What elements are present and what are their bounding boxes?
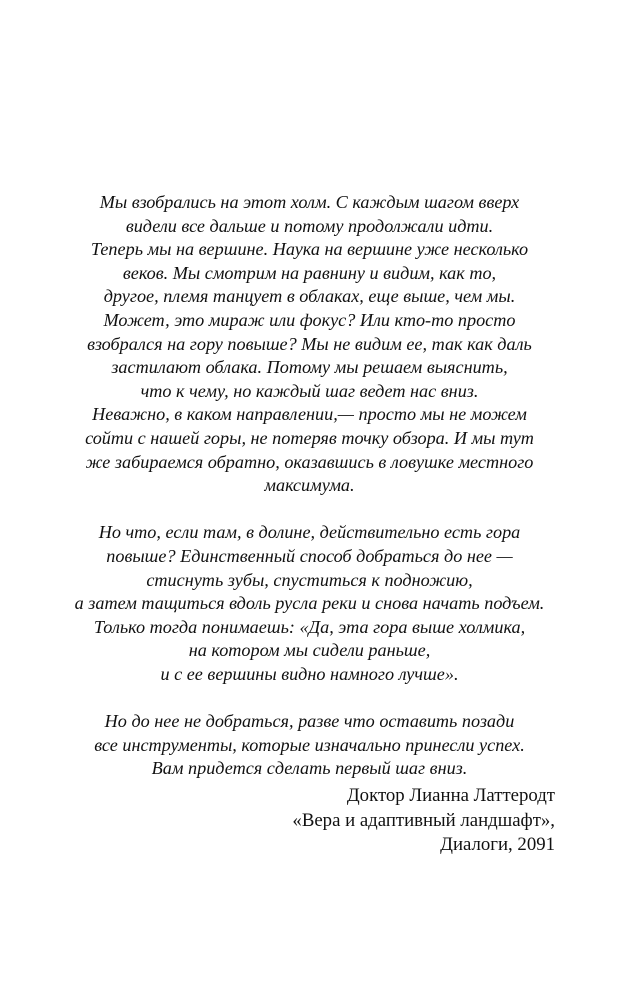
quote-line: повыше? Единственный способ добраться до нее —	[106, 545, 513, 566]
quote-line: же забираемся обратно, оказавшись в ловушке местного	[85, 451, 534, 472]
quote-line: Но что, если там, в долине, действительно есть гора	[98, 522, 521, 543]
quote-line: застилают облака. Потому мы решаем выяснить,	[111, 357, 508, 378]
quote-line: Вам придется сделать первый шаг вниз.	[151, 758, 468, 779]
quote-line: веков. Мы смотрим на равнину и видим, как то,	[122, 262, 497, 283]
quote-paragraph-3	[40, 710, 579, 781]
quote-line: Только тогда понимаешь: «Да, эта гора выше холмика,	[93, 616, 526, 637]
quote-line: Может, это мираж или фокус? Или кто-то просто	[103, 309, 516, 330]
quote-line: и с ее вершины видно намного лучше».	[160, 663, 459, 684]
quote-paragraph-2	[40, 521, 579, 686]
quote-line: стиснуть зубы, спуститься к подножию,	[146, 569, 473, 590]
quote-line: максимума.	[264, 475, 355, 496]
quote-line: другое, племя танцует в облаках, еще выше, чем мы.	[103, 286, 516, 307]
quote-line: Но до нее не добраться, разве что оставить позади	[104, 711, 515, 732]
quote-paragraph-1	[40, 191, 579, 498]
quote-line: на котором мы сидели раньше,	[188, 640, 431, 661]
quote-line: видели все дальше и потому продолжали идти.	[125, 215, 494, 236]
quote-line: взобрался на гору повыше? Мы не видим ее, так как даль	[87, 333, 532, 354]
epigraph-quote	[40, 191, 579, 781]
quote-line: Мы взобрались на этот холм. С каждым шагом вверх	[99, 192, 520, 212]
quote-line: а затем тащиться вдоль русла реки и снова начать подъем.	[74, 593, 545, 614]
quote-line: Теперь мы на вершине. Наука на вершине уже несколько	[90, 239, 529, 260]
attribution-author: Доктор Лианна Латтеродт	[346, 785, 555, 806]
quote-line: что к чему, но каждый шаг ведет нас вниз.	[140, 380, 479, 401]
quote-attribution	[292, 784, 555, 858]
quote-line: Неважно, в каком направлении,— просто мы не можем	[92, 404, 527, 425]
attribution-work-title: «Вера и адаптивный ландшафт»,	[292, 809, 555, 831]
quote-line: все инструменты, которые изначально принесли успех.	[94, 734, 525, 755]
attribution-source: Диалоги, 2091	[440, 834, 555, 855]
quote-line: сойти с нашей горы, не потеряв точку обзора. И мы тут	[85, 427, 534, 448]
